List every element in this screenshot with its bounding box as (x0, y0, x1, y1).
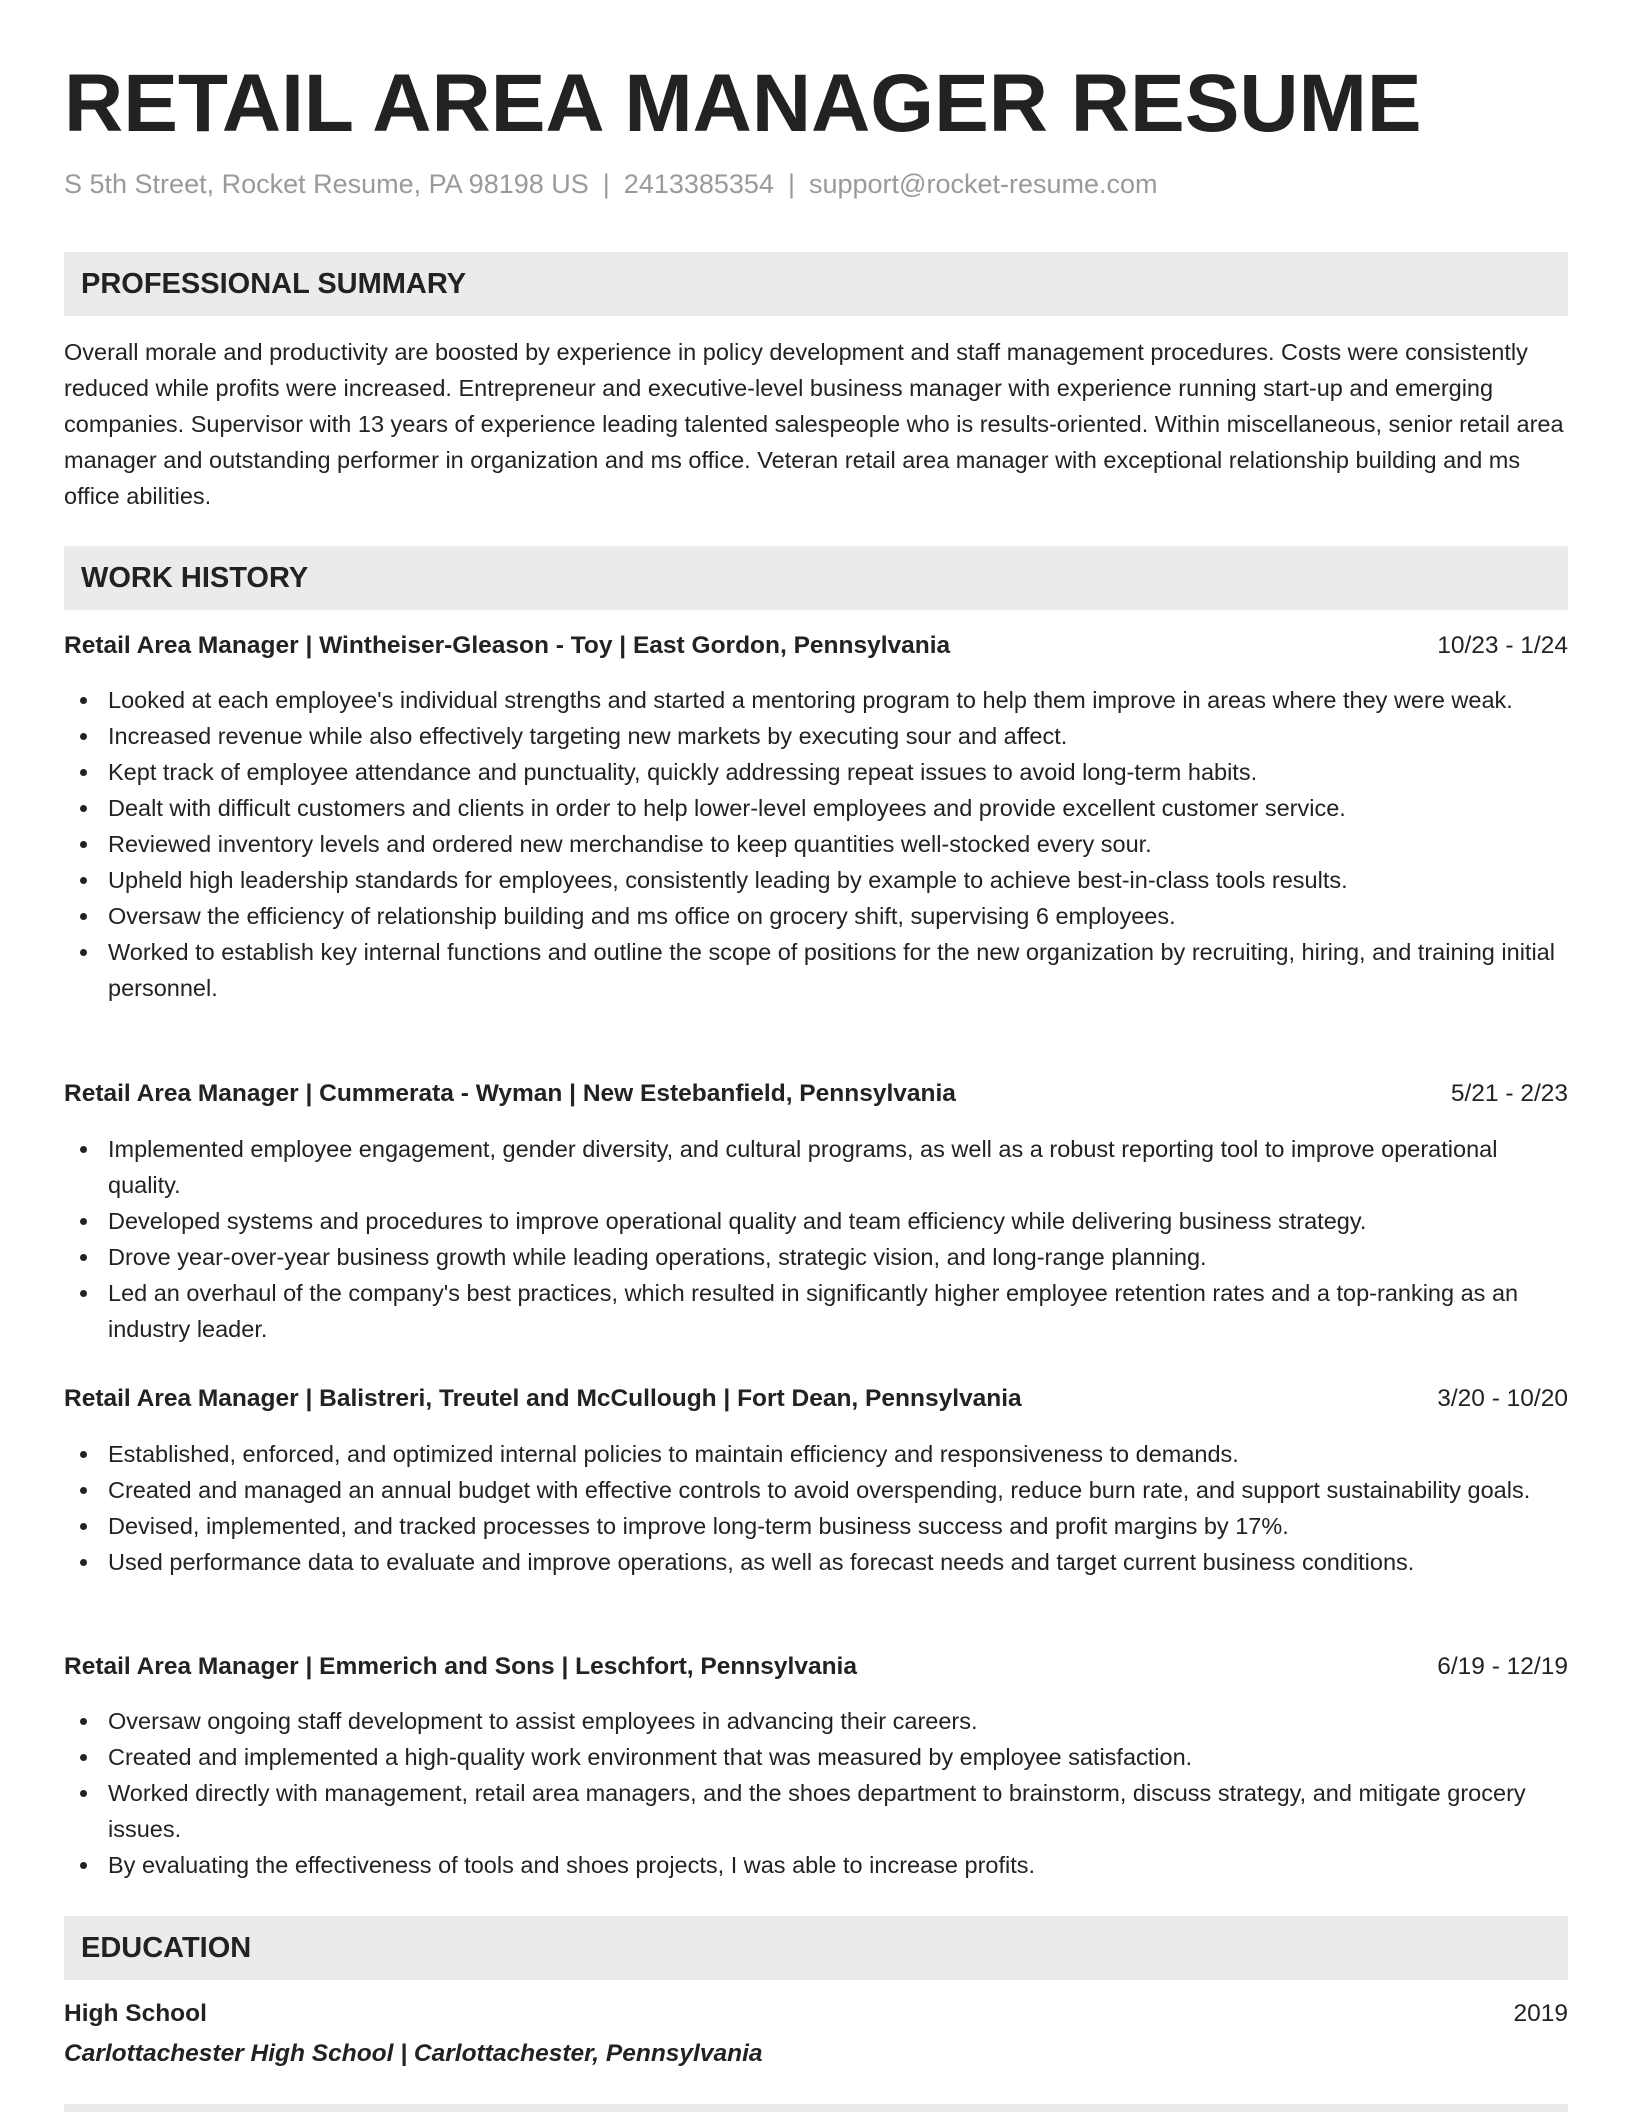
job-title: Retail Area Manager | Balistreri, Treutel and McCullough | Fort Dean, Pennsylvania (64, 1385, 1022, 1412)
job-bullet: Led an overhaul of the company's best practices, which resulted in significantly higher employee retention rates and a top-ranking as an industry leader. (64, 1275, 1568, 1347)
job-bullet-list (64, 1703, 1568, 1883)
job-bullet: Devised, implemented, and tracked processes to improve long-term business success and profit margins by 17%. (64, 1508, 1568, 1544)
job-bullet: Worked to establish key internal functions and outline the scope of positions for the new organization by recruiting, hiring, and training initial personnel. (64, 934, 1568, 1006)
job-bullet: Created and managed an annual budget with effective controls to avoid overspending, reduce burn rate, and support sustainability goals. (64, 1472, 1568, 1508)
job-dates: 6/19 - 12/19 (1437, 1653, 1568, 1680)
job-title: Retail Area Manager | Emmerich and Sons | Leschfort, Pennsylvania (64, 1653, 857, 1680)
education-school: Carlottachester High School | Carlottachester, Pennsylvania (64, 2040, 763, 2067)
job-header (64, 1381, 1568, 1417)
job-bullet: Increased revenue while also effectively targeting new markets by executing sour and affect. (64, 718, 1568, 754)
job-bullet: Established, enforced, and optimized internal policies to maintain efficiency and responsiveness to demands. (64, 1436, 1568, 1472)
job-header (64, 1649, 1568, 1685)
contact-email: support@rocket-resume.com (808, 169, 1158, 199)
section-heading-work-history: WORK HISTORY (64, 546, 1568, 610)
job-bullet: Dealt with difficult customers and clients in order to help lower-level employees and provide excellent customer service. (64, 790, 1568, 826)
job-bullet: Kept track of employee attendance and punctuality, quickly addressing repeat issues to avoid long-term habits. (64, 754, 1568, 790)
resume-title: RETAIL AREA MANAGER RESUME (64, 58, 1422, 149)
contact-line (64, 166, 1158, 202)
job-bullet: Upheld high leadership standards for employees, consistently leading by example to achieve best-in-class tools results. (64, 862, 1568, 898)
job-bullet: Reviewed inventory levels and ordered new merchandise to keep quantities well-stocked every sour. (64, 826, 1568, 862)
job-bullet-list (64, 682, 1568, 1006)
job-bullet: Developed systems and procedures to improve operational quality and team efficiency while delivering business strategy. (64, 1203, 1568, 1239)
section-heading-education: EDUCATION (64, 1916, 1568, 1980)
job-dates: 10/23 - 1/24 (1437, 632, 1568, 659)
summary-text: Overall morale and productivity are boosted by experience in policy development and staff management procedures. Costs were consistently reduced while profits were increased. Entrepreneur and executive-level business manager with experience running start-up and emerging companies. Supervisor with 13 years of experience leading talented salespeople who is results-oriented. Within miscellaneous, senior retail area manager and outstanding performer in organization and ms office. Veteran retail area manager with exceptional relationship building and ms office abilities. (64, 339, 1564, 509)
job-title: Retail Area Manager | Wintheiser-Gleason - Toy | East Gordon, Pennsylvania (64, 632, 951, 659)
contact-address: S 5th Street, Rocket Resume, PA 98198 US (64, 169, 589, 199)
section-heading-professional-summary: PROFESSIONAL SUMMARY (64, 252, 1568, 316)
job-dates: 3/20 - 10/20 (1437, 1385, 1568, 1412)
job-header (64, 1076, 1568, 1112)
education-year: 2019 (1513, 2000, 1568, 2027)
job-bullet: Worked directly with management, retail area managers, and the shoes department to brainstorm, discuss strategy, and mitigate grocery issues. (64, 1775, 1568, 1847)
job-header (64, 628, 1568, 664)
job-bullet-list (64, 1131, 1568, 1347)
job-bullet: Oversaw the efficiency of relationship building and ms office on grocery shift, supervising 6 employees. (64, 898, 1568, 934)
contact-separator: | (787, 169, 795, 199)
contact-separator: | (602, 169, 610, 199)
job-bullet: By evaluating the effectiveness of tools and shoes projects, I was able to increase profits. (64, 1847, 1568, 1883)
contact-phone: 2413385354 (623, 169, 774, 199)
job-bullet: Drove year-over-year business growth while leading operations, strategic vision, and long-range planning. (64, 1239, 1568, 1275)
education-degree: High School (64, 2000, 207, 2027)
job-bullet: Implemented employee engagement, gender diversity, and cultural programs, as well as a robust reporting tool to improve operational quality. (64, 1131, 1568, 1203)
next-section-bar (64, 2104, 1568, 2112)
job-dates: 5/21 - 2/23 (1450, 1080, 1568, 1107)
job-bullet: Used performance data to evaluate and improve operations, as well as forecast needs and target current business conditions. (64, 1544, 1568, 1580)
job-bullet: Looked at each employee's individual strengths and started a mentoring program to help them improve in areas where they were weak. (64, 682, 1568, 718)
job-bullet: Created and implemented a high-quality work environment that was measured by employee satisfaction. (64, 1739, 1568, 1775)
job-bullet: Oversaw ongoing staff development to assist employees in advancing their careers. (64, 1703, 1568, 1739)
job-title: Retail Area Manager | Cummerata - Wyman | New Estebanfield, Pennsylvania (64, 1080, 956, 1107)
job-bullet-list (64, 1436, 1568, 1580)
